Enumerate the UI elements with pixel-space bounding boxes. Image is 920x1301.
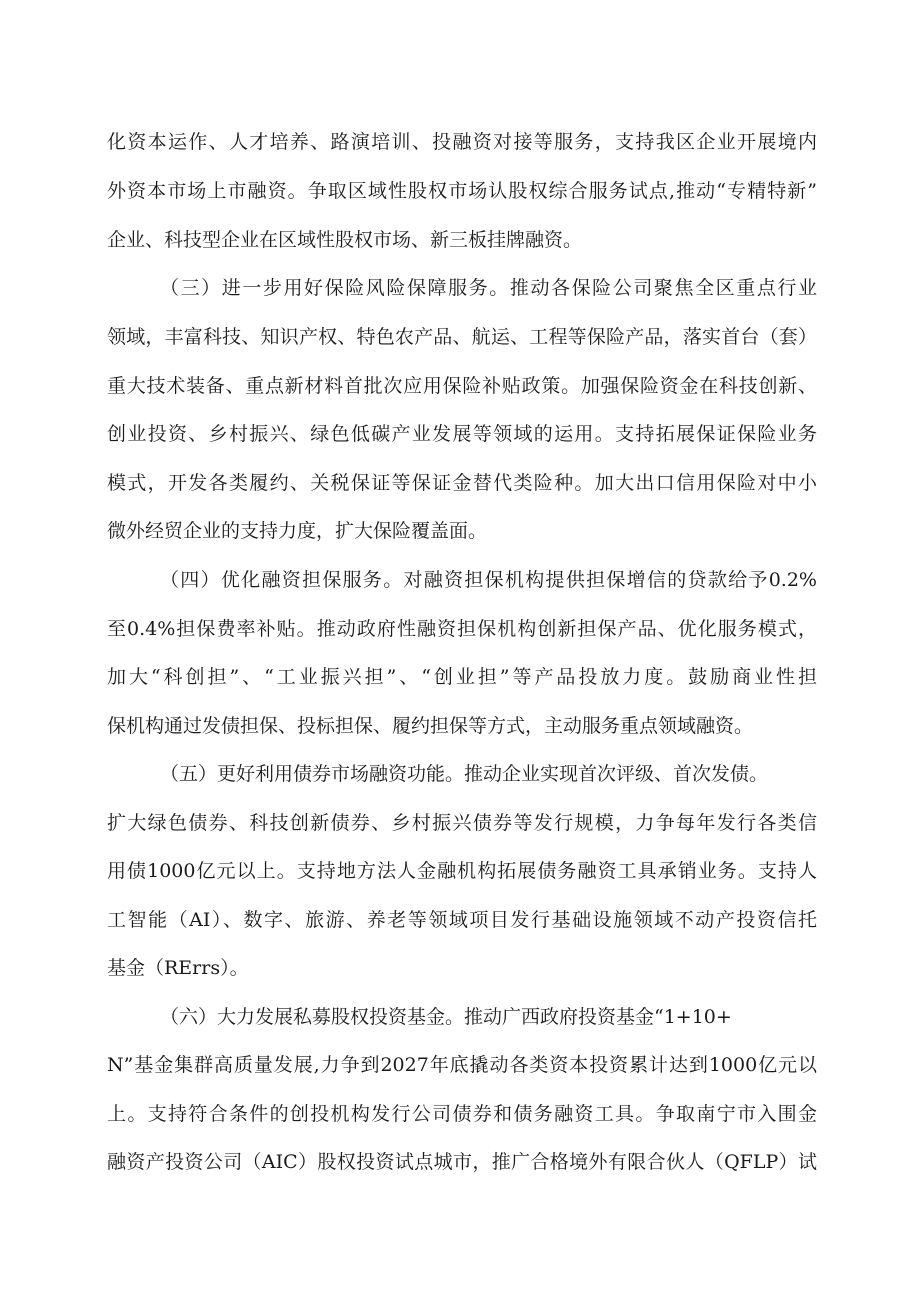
paragraph-line: N”基金集群高质量发展,力争到2027年底撬动各类资本投资累计达到1000亿元以 bbox=[107, 1054, 817, 1076]
paragraph-line: 微外经贸企业的支持力度，扩大保险覆盖面。 bbox=[107, 520, 488, 542]
paragraph-line: 加大“科创担”、“工业振兴担”、“创业担”等产品投放力度。鼓励商业性担 bbox=[107, 666, 817, 688]
paragraph-line: 企业、科技型企业在区域性股权市场、新三板挂牌融资。 bbox=[107, 229, 583, 251]
paragraph-line: 外资本市场上市融资。争取区域性股权市场认股权综合服务试点,推动“专精特新” bbox=[107, 180, 817, 202]
paragraph-line: 融资产投资公司（AIC）股权投资试点城市，推广合格境外有限合伙人（QFLP）试 bbox=[107, 1151, 817, 1173]
paragraph-line: 模式，开发各类履约、关税保证等保证金替代类险种。加大出口信用保险对中小 bbox=[107, 472, 817, 494]
paragraph-line: 用债1000亿元以上。支持地方法人金融机构拓展债务融资工具承销业务。支持人 bbox=[107, 860, 817, 882]
section-heading-line: （四）优化融资担保服务。对融资担保机构提供担保增信的贷款给予0.2% bbox=[160, 569, 817, 591]
paragraph-line: 领域，丰富科技、知识产权、特色农产品、航运、工程等保险产品，落实首台（套） bbox=[107, 326, 817, 348]
paragraph-line: 至0.4%担保费率补贴。推动政府性融资担保机构创新担保产品、优化服务模式， bbox=[107, 618, 817, 640]
paragraph-line: 上。支持符合条件的创投机构发行公司债券和债务融资工具。争取南宁市入围金 bbox=[107, 1103, 817, 1125]
paragraph-line: 基金（RErrs）。 bbox=[107, 957, 249, 979]
paragraph-line: 重大技术装备、重点新材料首批次应用保险补贴政策。加强保险资金在科技创新、 bbox=[107, 375, 817, 397]
paragraph-line: 创业投资、乡村振兴、绿色低碳产业发展等领域的运用。支持拓展保证保险业务 bbox=[107, 423, 817, 445]
section-heading-line: （三）进一步用好保险风险保障服务。推动各保险公司聚焦全区重点行业 bbox=[160, 277, 817, 299]
paragraph-line: 扩大绿色债券、科技创新债券、乡村振兴债券等发行规模，力争每年发行各类信 bbox=[107, 812, 817, 834]
paragraph-line: 工智能（AI）、数字、旅游、养老等领域项目发行基础设施领域不动产投资信托 bbox=[107, 909, 817, 931]
paragraph-line: 化资本运作、人才培养、路演培训、投融资对接等服务，支持我区企业开展境内 bbox=[107, 131, 817, 153]
section-heading-line: （六）大力发展私募股权投资基金。推动广西政府投资基金“1+10+ bbox=[160, 1006, 732, 1028]
paragraph-line: 保机构通过发债担保、投标担保、履约担保等方式，主动服务重点领域融资。 bbox=[107, 715, 754, 737]
section-heading-line: （五）更好利用债券市场融资功能。推动企业实现首次评级、首次发债。 bbox=[160, 763, 769, 785]
